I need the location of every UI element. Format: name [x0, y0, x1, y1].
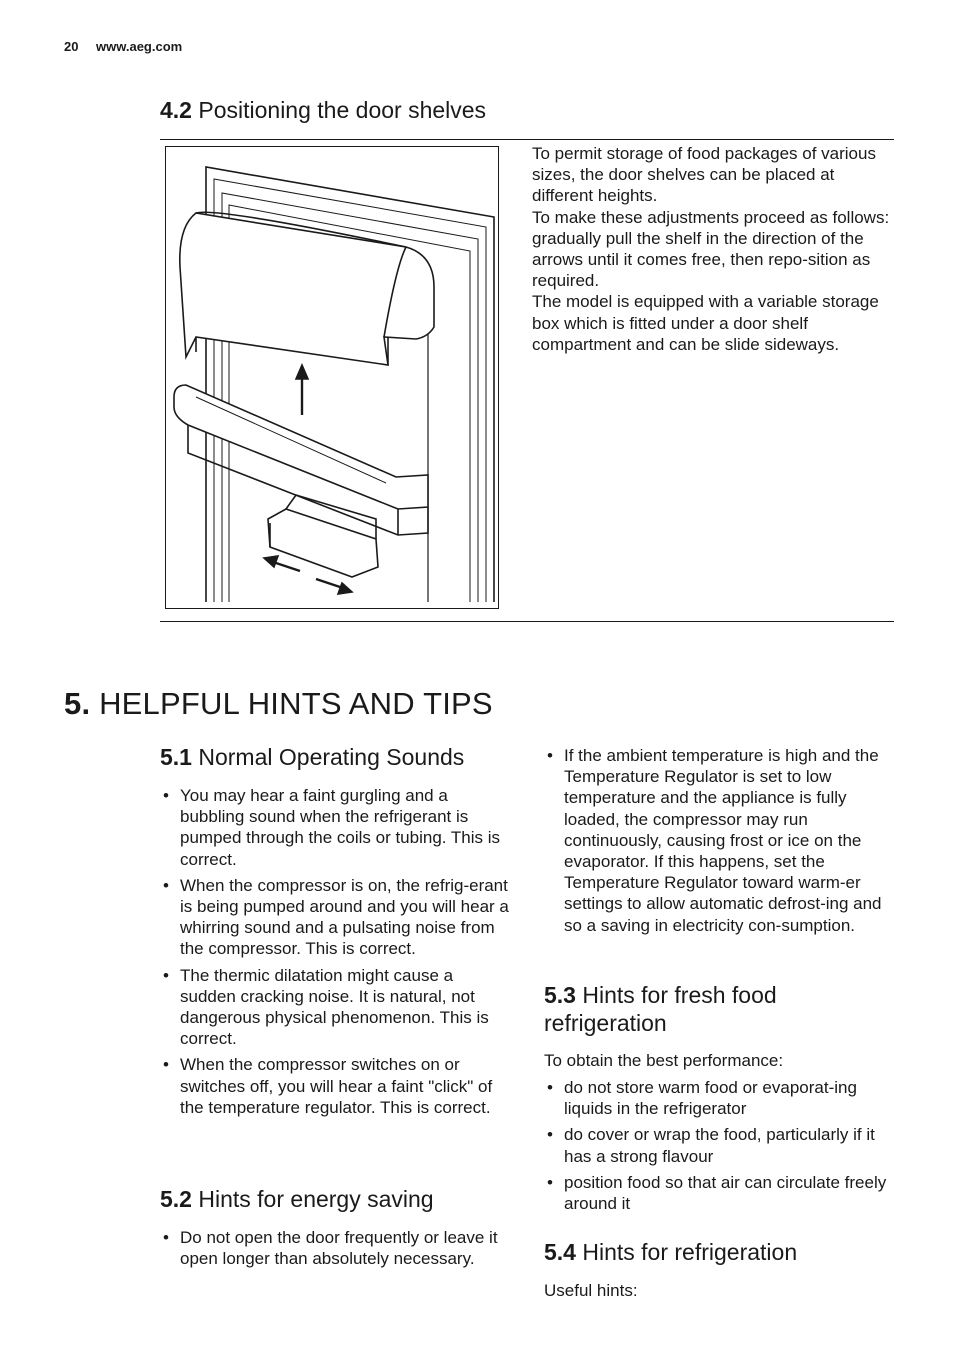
door-shelf-illustration [165, 146, 499, 609]
list-item: • do not store warm food or evaporat-ing liquids in the refrigerator [545, 1077, 897, 1119]
section-bottom-rule [160, 621, 894, 622]
chapter-heading [64, 686, 493, 722]
page-number: 20 [64, 39, 79, 54]
section-number: 4.2 [160, 97, 192, 123]
section-5-2-list-continued [545, 745, 897, 941]
section-4-2-text [532, 143, 892, 355]
section-5-4-intro: Useful hints: [544, 1281, 638, 1300]
section-number: 5.3 [544, 982, 576, 1008]
paragraph: To permit storage of food packages of various sizes, the door shelves can be placed at different heights. [532, 144, 876, 206]
list-item: • The thermic dilatation might cause a sudden cracking noise. It is natural, not dangerous physical phenomenon. This is correct. [161, 965, 513, 1050]
list-item: • When the compressor is on, the refrig-erant is being pumped around and you will hear a whirring sound and a pulsating noise from the compressor. This is correct. [161, 875, 513, 960]
paragraph: gradually pull the shelf in the direction of the arrows until it comes free, then repo-sition as required. [532, 228, 871, 291]
section-number: 5.1 [160, 744, 192, 770]
list-item: • position food so that air can circulate freely around it [545, 1172, 897, 1214]
section-title: Positioning the door shelves [198, 97, 487, 123]
paragraph: To make these adjustments proceed as follows: [532, 207, 890, 227]
section-title: Hints for fresh food [582, 982, 777, 1008]
section-5-3-list [545, 1077, 897, 1219]
list-item: • If the ambient temperature is high and the Temperature Regulator is set to low temperature and the appliance is fully loaded, the compressor may run continuously, causing frost or ice on the evaporator. If this happens, set the Temperature Regulator toward warm-er settings to allow automatic defrost-ing and so a saving in electricity con-sumption. [545, 745, 897, 936]
section-number: 5.4 [544, 1239, 576, 1265]
section-5-2-heading [160, 1185, 434, 1213]
section-5-4-heading [544, 1238, 797, 1266]
section-5-1-heading [160, 743, 464, 771]
website-url: www.aeg.com [96, 39, 183, 54]
section-5-3-intro: To obtain the best performance: [544, 1051, 784, 1070]
list-item: • When the compressor switches on or switches off, you will hear a faint "click" of the temperature regulator. This is correct. [161, 1054, 513, 1118]
section-top-rule [160, 139, 894, 140]
section-5-2-list [161, 1227, 513, 1274]
list-item: • You may hear a faint gurgling and a bubbling sound when the refrigerant is pumped through the coils or tubing. This is correct. [161, 785, 513, 870]
list-item: • do cover or wrap the food, particularly if it has a strong flavour [545, 1124, 897, 1166]
paragraph: The model is equipped with a variable storage box which is fitted under a door shelf compartment and can be slide sideways. [532, 292, 879, 354]
door-shelf-drawing [166, 147, 500, 610]
section-title-line2: refrigeration [544, 1010, 667, 1036]
section-title: Hints for refrigeration [582, 1239, 798, 1265]
section-4-2-heading [160, 96, 486, 124]
chapter-title: HELPFUL HINTS AND TIPS [99, 686, 493, 721]
section-title: Normal Operating Sounds [198, 744, 465, 770]
section-title: Hints for energy saving [198, 1186, 434, 1212]
chapter-number: 5. [64, 686, 91, 721]
section-5-1-list [161, 785, 513, 1123]
list-item: • Do not open the door frequently or leave it open longer than absolutely necessary. [161, 1227, 513, 1269]
section-number: 5.2 [160, 1186, 192, 1212]
section-5-3-heading [544, 981, 777, 1037]
